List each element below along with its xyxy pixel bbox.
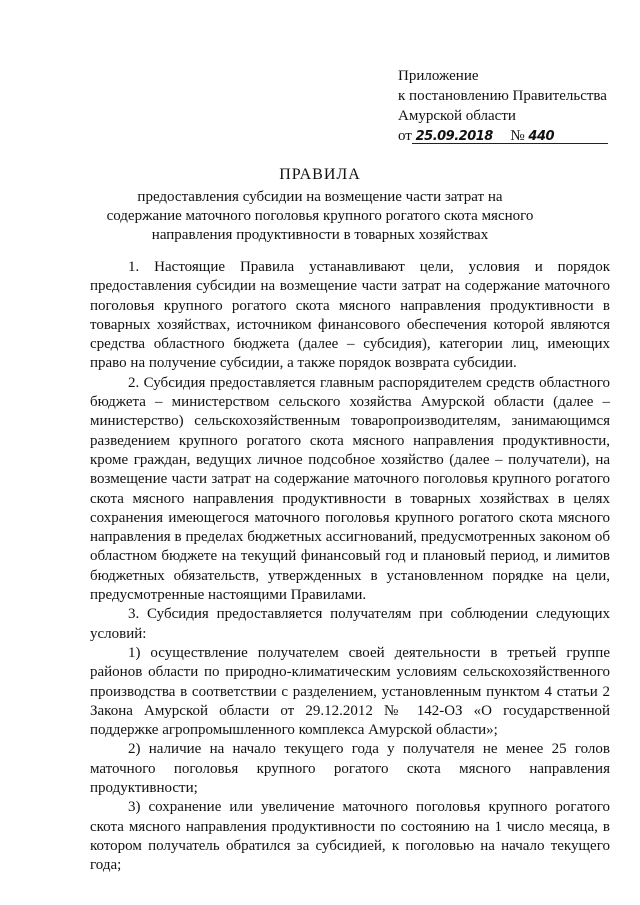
condition-3: 3) сохранение или увеличение маточного поголовья крупного рогатого скота мясного направления продуктивности по состоянию на 1 число месяца, в котором получатель обратился за субсидией, к поголовью на начало текущего года;: [90, 799, 610, 874]
paragraph-1: 1. Настоящие Правила устанавливают цели, условия и порядок предоставления субсидии на возмещение части затрат на содержание маточного поголовья крупного рогатого скота мясного направления продуктивности в товарных хозяйствах, источником финансового обеспечения которой являются средства областного бюджета (далее – субсидия), категории лиц, имеющих право на получение субсидии, а также порядок возврата субсидии.: [90, 259, 610, 372]
handwritten-number: 440: [528, 129, 555, 144]
condition-1: 1) осуществление получателем своей деятельности в третьей группе районов области по природно-климатическим условиям сельскохозяйственного производства в соответствии с разделением, установленным пунктом 4 статьи 2 Закона Амурской области от 29.12.2012 № 142-ОЗ «О государственной поддержке агропромышленного комплекса Амурской области»;: [90, 644, 610, 739]
date-prefix: от: [398, 128, 412, 144]
appendix-block: [398, 66, 608, 147]
appendix-label: Приложение: [398, 68, 479, 84]
appendix-date-number-line: [398, 126, 608, 147]
document-body: [90, 258, 610, 876]
signature-underline: [412, 143, 608, 144]
document-title: ПРАВИЛА: [279, 166, 361, 183]
appendix-resolution: к постановлению Правительства: [398, 88, 607, 104]
handwritten-date: 25.09.2018: [415, 129, 493, 144]
paragraph-2: 2. Субсидия предоставляется главным распорядителем средств областного бюджета – министерством сельского хозяйства Амурской области (далее – министерство) сельскохозяйственным товаропроизводителям, занимающимся разведением крупного рогатого скота мясного направления продуктивности, кроме граждан, ведущих личное подсобное хозяйство (далее – получатели), на возмещение части затрат на содержание маточного поголовья крупного рогатого скота мясного направления продуктивности в товарных хозяйствах в целях сохранения имеющегося маточного поголовья крупного рогатого скота мясного направления в пределах бюджетных ассигнований, предусмотренных законом об областном бюджете на текущий финансовый год и плановый период, и лимитов бюджетных обязательств, утвержденных в установленном порядке на цели, предусмотренные настоящими Правилами.: [90, 374, 610, 604]
number-sign: №: [510, 128, 525, 144]
paragraph-3: 3. Субсидия предоставляется получателям при соблюдении следующих условий:: [90, 606, 610, 642]
condition-2: 2) наличие на начало текущего года у получателя не менее 25 голов маточного поголовья крупного рогатого скота мясного направления продуктивности;: [90, 741, 610, 797]
document-subtitle: предоставления субсидии на возмещение части затрат на содержание маточного поголовья крупного рогатого скота мясного направления продуктивности в товарных хозяйствах: [106, 189, 534, 243]
appendix-region: Амурской области: [398, 108, 516, 124]
